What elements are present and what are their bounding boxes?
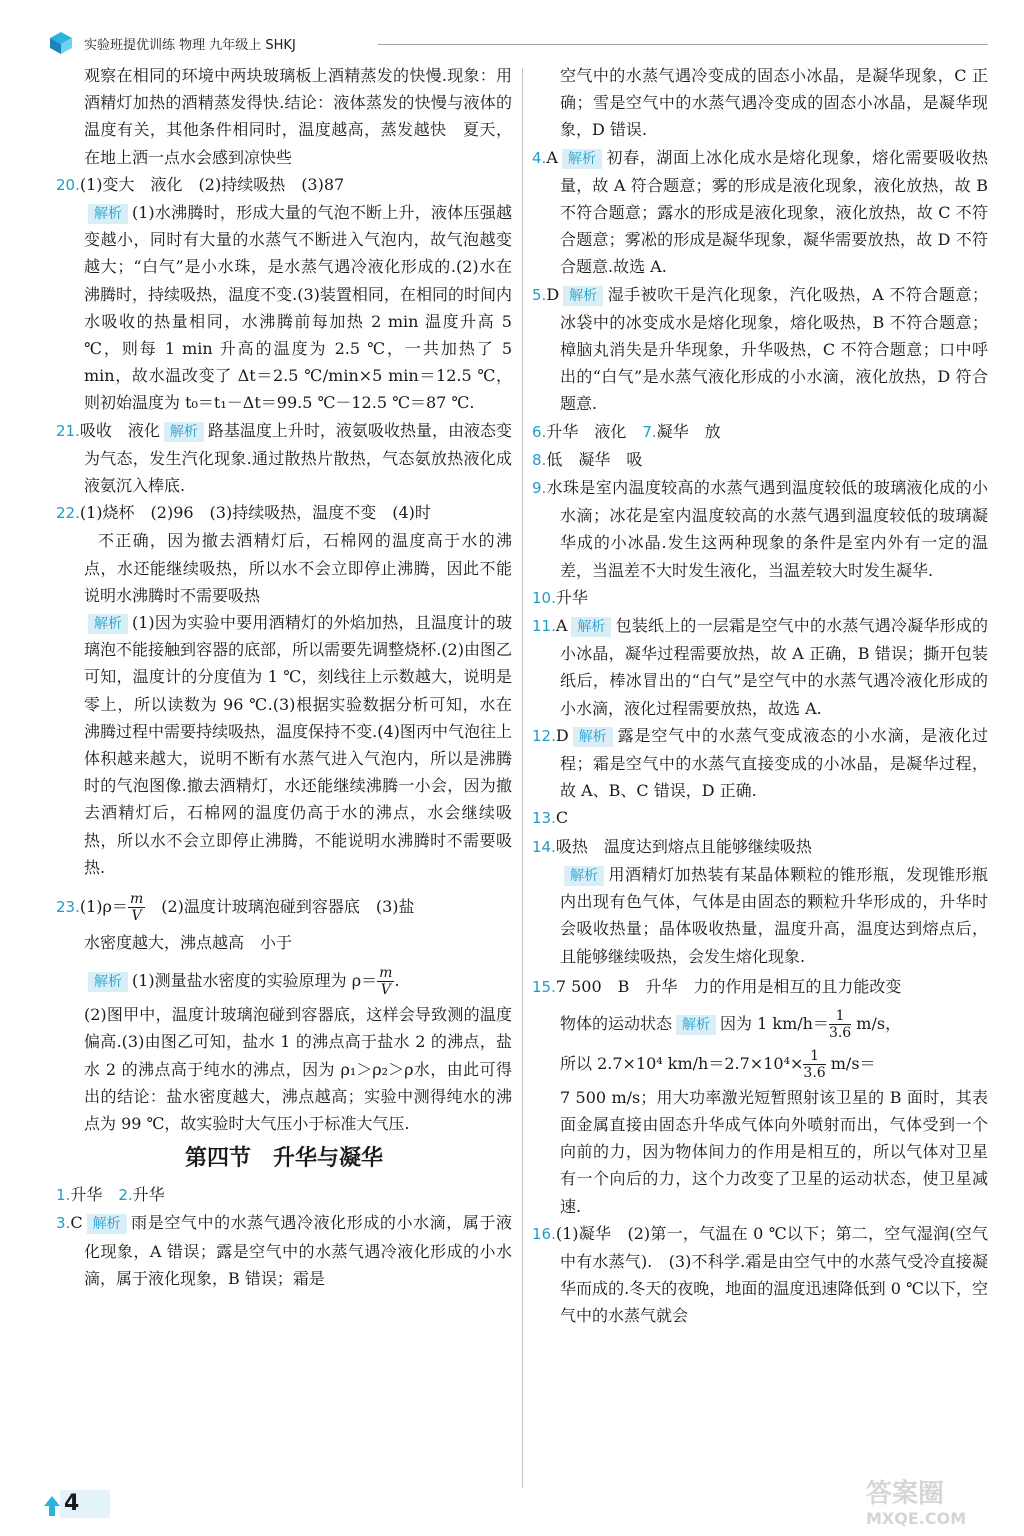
q5-answer [532, 281, 988, 418]
analysis-tag: 解析 [88, 204, 128, 224]
page-number-box: 4 [60, 1490, 110, 1518]
fraction-denominator: 3.6 [828, 1024, 852, 1041]
q1-number: 1. [56, 1186, 71, 1205]
section-title: 第四节 升华与凝华 [184, 1146, 383, 1172]
analysis-tag: 解析 [573, 727, 613, 747]
analysis-tag: 解析 [676, 1015, 716, 1035]
q16-answer-text: (1)凝华 (2)第一，气温在 0 ℃以下；第二，空气湿润(空气中有水蒸气). (3)不科学.霜是由空气中的水蒸气受冷直接凝华而成的.冬天的夜晚，地面的温度迅速降低到 0 ℃以下，空气中的水蒸气就会 [555, 1223, 988, 1326]
q22-answer-text: (1)烧杯 (2)96 (3)持续吸热，温度不变 (4)时 [79, 503, 431, 523]
q10-answer-text: 升华 [555, 587, 588, 607]
q3-answer-text: C [70, 1213, 83, 1233]
q13-answer-text: C [555, 808, 569, 828]
fraction-denominator: V [380, 982, 391, 999]
analysis-tag: 解析 [564, 866, 604, 886]
q23-answer-continued [56, 925, 512, 961]
q15-analysis-a: 因为 1 km/h＝ [720, 1013, 829, 1033]
q2-answer: 升华 [132, 1185, 165, 1205]
q9-number: 9. [532, 479, 547, 498]
q14-answer [532, 833, 988, 861]
q3-answer [56, 1209, 512, 1292]
q20-number: 20. [56, 175, 80, 194]
right-column [532, 62, 988, 1330]
q13-number: 13. [532, 809, 556, 828]
q20-answer-text: (1)变大 液化 (2)持续吸热 (3)87 [79, 174, 345, 194]
q14-number: 14. [532, 837, 556, 856]
q15-answer-text: 7 500 B 升华 力的作用是相互的且力能改变 [555, 976, 902, 996]
analysis-tag: 解析 [87, 1214, 127, 1234]
fraction-numerator: m [129, 891, 144, 908]
q11-answer-text: A [555, 616, 568, 636]
q23-analysis-fraction [377, 965, 394, 998]
q2-number: 2. [118, 1186, 133, 1205]
q23-analysis-b: . [394, 971, 400, 991]
q3-analysis-text: 雨是空气中的水蒸气遇冷液化形成的小水滴，属于液化现象，A 错误；露是空气中的水蒸气遇冷液化形成的小水滴，属于液化现象，B 错误；霜是 [84, 1213, 512, 1288]
q16-number: 16. [532, 1224, 556, 1243]
q10-answer [532, 584, 988, 612]
q11-number: 11. [532, 617, 556, 636]
analysis-tag: 解析 [88, 972, 128, 992]
q20-answer [56, 171, 512, 199]
watermark-text-url: MXQE.COM [866, 1509, 967, 1528]
watermark-text-cn: 答案圈 [866, 1479, 945, 1509]
q22-answer-text-2: 不正确，因为撤去酒精灯后，石棉网的温度高于水的沸点，水还能继续吸热，所以水不会立即停止沸腾，因此不能说明水沸腾时不需要吸热 [84, 531, 512, 605]
q21-analysis-text: 路基温度上升时，液氨吸收热量，由液态变为气态，发生汽化现象.通过散热片散热，气态氨放热液化成液氨沉入棒底. [84, 420, 512, 496]
q15-analysis-continued: 7 500 m/s；用大功率激光短暂照射该卫星的 B 面时，其表面金属直接由固态升华成气体向外喷射而出，气体受到一个向前的力，因为物体间力的作用是相互的，所以气体对卫星有一个向后的力，这个力改变了卫星的运动状态，使卫星减速. [560, 1087, 988, 1216]
q11-answer [532, 612, 988, 722]
header-rule [378, 44, 988, 45]
q22-analysis [56, 609, 512, 881]
q23-answer-b: (2)温度计玻璃泡碰到容器底 (3)盐 [145, 897, 415, 917]
page-header [48, 28, 988, 58]
q15-answer-text-2: 物体的运动状态 [560, 1013, 673, 1033]
book-title: 实验班提优训练 物理 九年级上 SHKJ [84, 38, 296, 53]
q1-q2-answers [56, 1181, 512, 1209]
q14-analysis-text: 用酒精灯加热装有某晶体颗粒的锥形瓶，发现锥形瓶内出现有色气体，气体是由固态的颗粒升华形成的，升华时会吸收热量；晶体吸收热量，温度升高，温度达到熔点后，且能够继续吸热，会发生熔化现象. [560, 864, 988, 966]
column-divider [522, 68, 523, 1488]
q5-analysis-text: 湿手被吹干是汽化现象，汽化吸热，A 不符合题意；冰袋中的冰变成水是熔化现象，熔化吸热，B 不符合题意；樟脑丸消失是升华现象，升华吸热，C 不符合题意；口中呼出的“白气”是水蒸气液化形成的小水滴，液化放热，D 符合题意. [560, 284, 988, 414]
q13-answer [532, 804, 988, 832]
q23-analysis-continued: (2)图甲中，温度计玻璃泡碰到容器底，这样会导致测的温度偏高.(3)由图乙可知，盐水 1 的沸点高于盐水 2 的沸点，盐水 2 的沸点高于纯水的沸点，因为 ρ₁＞ρ₂＞ρ水，由此可得出的结论：盐水密度越大，沸点越高；实验中测得纯水的沸点为 99 ℃，故实验时大气压小于标准大气压. [84, 1005, 512, 1133]
q7-number: 7. [642, 422, 657, 441]
analysis-tag: 解析 [164, 422, 204, 442]
q5-number: 5. [532, 285, 547, 304]
q14-answer-text: 吸热 温度达到熔点且能够继续吸热 [555, 836, 812, 856]
q3-number: 3. [56, 1214, 71, 1233]
q4-answer-text: A [546, 147, 558, 167]
q22-analysis-text: (1)因为实验中要用酒精灯的外焰加热，且温度计的玻璃泡不能接触到容器的底部，所以需要先调整烧杯.(2)由图乙可知，温度计的分度值为 1 ℃，刻线往上示数越大，说明是零上，所以读数为 96 ℃.(3)根据实验数据分析可知，水在沸腾过程中需要持续吸热，温度保持不变.(4)图丙中气泡往上体积越来越大，说明不断有水蒸气进入气泡内，所以是沸腾时的气泡图像.撤去酒精灯，水还能继续沸腾一小会，因为撤去酒精灯后，石棉网的温度仍高于水的沸点，水会继续吸热，所以水不会立即停止沸腾，不能说明水沸腾时不需要吸热. [84, 613, 512, 877]
analysis-tag: 解析 [88, 614, 128, 634]
q23-analysis-a: (1)测量盐水密度的实验原理为 ρ＝ [132, 971, 378, 991]
q21-answer [56, 417, 512, 500]
fraction-denominator: 3.6 [803, 1064, 826, 1081]
q6-answer: 升华 液化 [546, 421, 627, 441]
q15-line3-b: m/s＝ [825, 1053, 876, 1073]
q8-answer-text: 低 凝华 吸 [546, 449, 643, 469]
q23-answer-text-2: 水密度越大，沸点越高 小于 [84, 933, 293, 953]
q6-q7-answers [532, 418, 988, 446]
fraction-numerator: m [379, 965, 393, 982]
q8-answer [532, 446, 988, 474]
q10-number: 10. [532, 588, 556, 607]
q12-analysis-text: 露是空气中的水蒸气变成液态的小水滴，是液化过程；霜是空气中的水蒸气直接变成的小冰晶，是凝华过程，故 A、B、C 错误，D 正确. [560, 725, 988, 801]
q15-answer [532, 970, 988, 1004]
q22-answer [56, 499, 512, 527]
watermark-logo [826, 1470, 1016, 1530]
q15-analysis [532, 1004, 988, 1044]
q23-answer [56, 889, 512, 925]
q23-fraction [128, 891, 145, 924]
q6-number: 6. [532, 422, 547, 441]
book-logo-icon [48, 30, 74, 56]
q22-answer-continued [56, 527, 512, 609]
q21-number: 21. [56, 421, 80, 440]
q23-analysis [56, 961, 512, 1001]
page-arrow-icon [44, 1496, 60, 1516]
q21-answer-text: 吸收 液化 [79, 420, 160, 440]
q9-answer [532, 474, 988, 584]
q15-number: 15. [532, 977, 556, 996]
q22-number: 22. [56, 504, 80, 523]
q15-fraction [829, 1008, 851, 1041]
fraction-numerator: 1 [803, 1048, 825, 1065]
q1-answer: 升华 [70, 1185, 103, 1205]
q7-answer: 凝华 放 [656, 421, 721, 441]
q23-answer-a: (1)ρ＝ [79, 897, 128, 917]
q15-analysis-b: m/s， [851, 1013, 902, 1033]
fraction-numerator: 1 [829, 1008, 851, 1025]
analysis-tag: 解析 [571, 617, 611, 637]
q5-answer-text: D [546, 284, 560, 304]
q11-analysis-text: 包装纸上的一层霜是空气中的水蒸气遇冷凝华形成的小冰晶，凝华过程需要放热，故 A 正确，B 错误；撕开包装纸后，棒冰冒出的“白气”是空气中的水蒸气遇冷液化形成的小水滴，液化过程需要放热，故选 A. [560, 616, 988, 718]
fraction-denominator: V [131, 908, 142, 925]
q3-continuation: 空气中的水蒸气遇冷变成的固态小冰晶，是凝华现象，C 正确；雪是空气中的水蒸气遇冷变成的固态小冰晶，是凝华现象，D 错误. [560, 66, 988, 140]
q15-analysis-line3 [532, 1044, 988, 1084]
q9-answer-text: 水珠是室内温度较高的水蒸气遇到温度较低的玻璃液化成的小水滴；冰花是室内温度较高的水蒸气遇到温度较低的玻璃凝华成的小冰晶.发生这两种现象的条件是室内外有一定的温差，当温差不大时发生液化，当温差较大时发生凝华. [546, 478, 988, 580]
q4-number: 4. [532, 148, 547, 167]
q12-answer-text: D [555, 725, 569, 745]
q12-answer [532, 722, 988, 805]
q19-continuation: 观察在相同的环境中两块玻璃板上酒精蒸发的快慢.现象：用酒精灯加热的酒精蒸发得快.结论：液体蒸发的快慢与液体的温度有关，其他条件相同时，温度越高，蒸发越快 夏天，在地上洒一点水会感到凉快些 [84, 66, 512, 167]
q15-line3-a: 所以 2.7×10⁴ km/h＝2.7×10⁴× [560, 1053, 804, 1073]
q12-number: 12. [532, 726, 556, 745]
q4-analysis-text: 初春，湖面上冰化成水是熔化现象，熔化需要吸收热量，故 A 符合题意；雾的形成是液化现象，液化放热，故 B 不符合题意；露水的形成是液化现象，液化放热，故 C 不符合题意；雾凇的形成是凝华现象，凝华需要放热，故 D 不符合题意.故选 A. [560, 147, 988, 277]
q23-number: 23. [56, 898, 80, 917]
analysis-tag: 解析 [562, 149, 602, 169]
left-column [56, 62, 512, 1292]
q4-answer [532, 144, 988, 281]
q15-fraction-2 [803, 1048, 825, 1081]
q16-answer [532, 1220, 988, 1330]
q20-analysis [56, 199, 512, 417]
q20-analysis-text: (1)水沸腾时，形成大量的气泡不断上升，液体压强越变越小，同时有大量的水蒸气不断进入气泡内，故气泡越变越大；“白气”是小水珠，是水蒸气遇冷液化形成的.(2)水在沸腾时，持续吸热，温度不变.(3)装置相同，在相同的时间内水吸收的热量相同，水沸腾前每加热 2 min 温度升高 5 ℃，则每 1 min 升高的温度为 2.5 ℃，一共加热了 5 min，故水温改变了 Δt＝2.5 ℃/min×5 min＝12.5 ℃，则初始温度为 t₀＝t₁－Δt＝99.5 ℃－12.5 ℃＝87 ℃. [84, 203, 512, 413]
q14-analysis [532, 861, 988, 970]
q8-number: 8. [532, 450, 547, 469]
analysis-tag: 解析 [563, 286, 603, 306]
